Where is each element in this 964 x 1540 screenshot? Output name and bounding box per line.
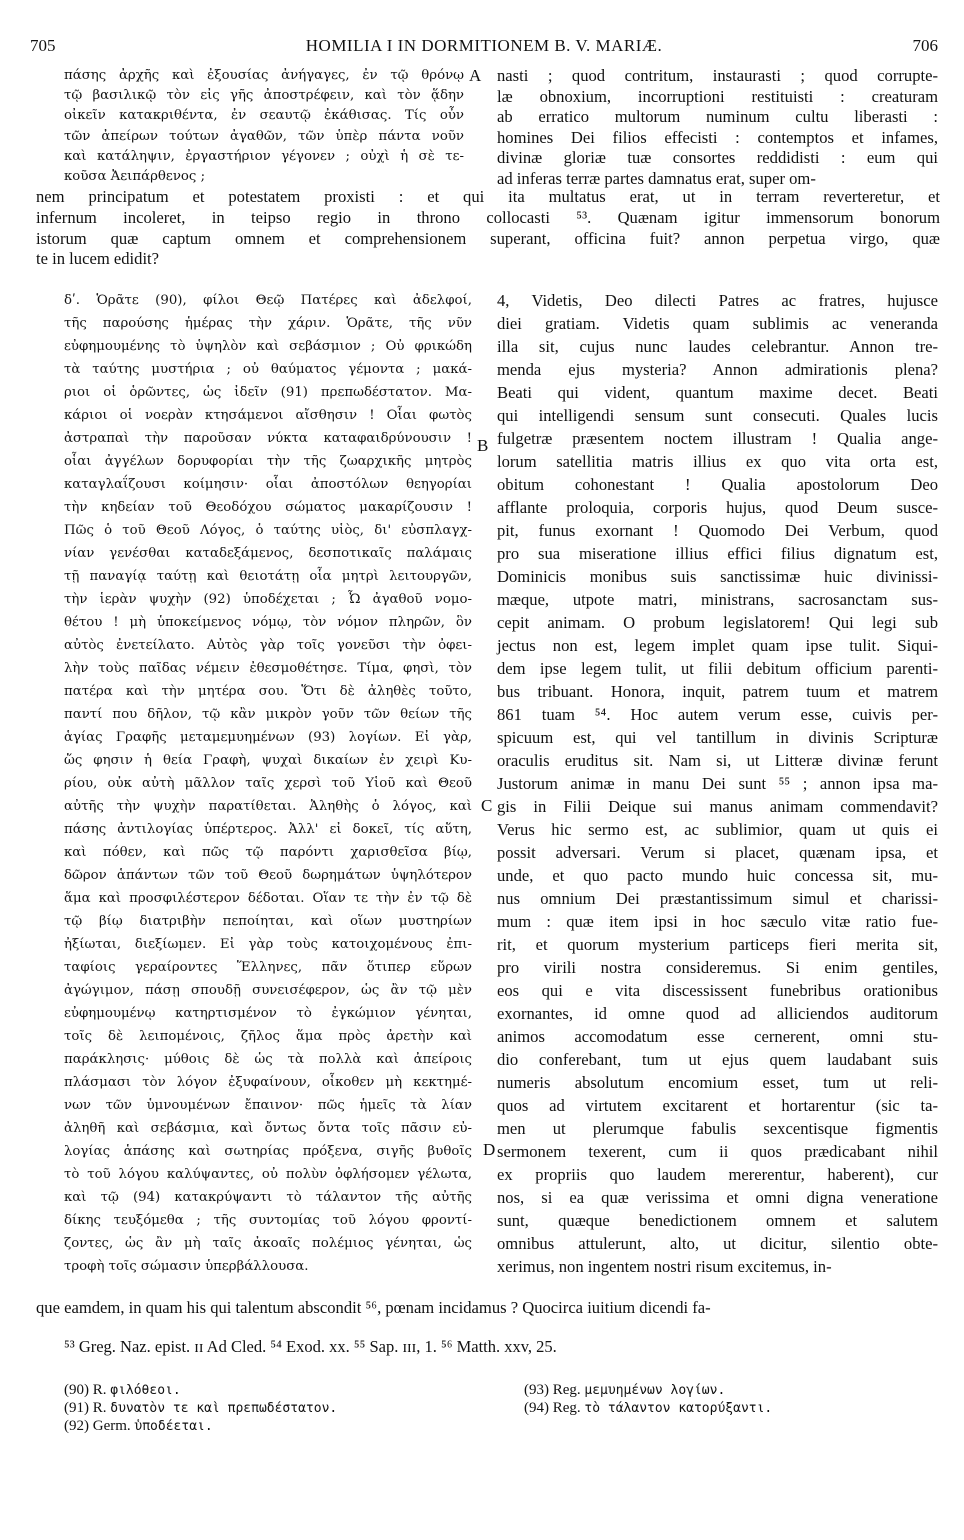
page-number-left: 705 [30,36,56,55]
latin-line: jectus non est, legem implet quam ipse tulit. Siqui- [497,636,938,655]
latin-line: mum : quæ item ipsi in hoc sæculo vitæ ratio fue- [497,912,938,931]
latin-line: sunt, quæque benedictionem omnem et salutem [497,1211,938,1230]
latin-line: sermonem texerent, cum ii quos prædicabant nihil [497,1142,938,1161]
latin-line: spicuum est, qui vel tantillum in divinis Scripturæ [497,728,938,747]
greek-line: τῶν ἀπείρων τούτων ἀγαθῶν, τῶν ὑπὲρ πάντα νοῦν [64,128,464,144]
variant-reading [524,1382,725,1399]
final-line: que eamdem, in quam his qui talentum abscondit ⁵⁶, pœnam incidamus ? Quocirca iuitium dicendi fa- [36,1298,711,1317]
greek-line: νίαν γενέσθαι καταδεξάμενος, δεσποτικαῖς παλάμαις [64,546,472,561]
latin-line: rit, et quorum mysterium particeps fieri merita sit, [497,935,938,954]
latin-line: obitum cohonestant ! Qualia apostolorum Deo [497,475,938,494]
latin-line: Beati qui vident, quantum maxime decet. Beati [497,383,938,402]
latin-line: Justorum animæ in manu Dei sunt ⁵⁵ ; annon ipsa ma- [497,774,938,793]
greek-line: τοῖς δὲ λειπομένοις, ζῆλος ἅμα πρὸς ἀρετὴν καὶ [64,1029,472,1044]
greek-line: αὐτῆς τὴν ψυχὴν παρατίθεται. Ἀληθὴς ὁ λόγος, καὶ [64,799,472,814]
latin-line: animos accomodatum esse cernerent, omni stu- [497,1027,938,1046]
greek-line: τῆς παρούσης ἡμέρας τὴν χάριν. Ὁρᾶτε, τῆς νῦν [64,316,472,331]
latin-line: pit, funus exornant ! Quomodo Dei Verbum, quod [497,521,938,540]
latin-line: oraculis eruditus sit. Nam si, ut Litteræ divinæ ferunt [497,751,938,770]
greek-line: τὴν ἱερὰν ψυχὴν (92) ὑποδέχεται ; Ὦ ἀγαθοῦ νομο- [64,592,472,607]
latin-line: Verus hic sermo est, ac sublimior, quam ut quis ei [497,820,938,839]
greek-line: τροφὴ τοῖς σώμασιν ὑπερβάλλουσα. [64,1259,309,1274]
greek-line: καὶ πόθεν, καὶ πῶς τῷ παρόντι χαρισθεῖσα βίῳ, [64,845,472,860]
margin-marker-a: A [469,66,482,85]
greek-line: κάριοι οἱ νοερὰν κτησάμενοι αἴσθησιν ! Οἷαι φωτὸς [64,408,472,423]
greek-line: τὸ τοῦ λόγου καλύψαντες, οὐ πολὺν ὀφλήσομεν γέλωτα, [64,1167,472,1182]
latin-line: fulgetræ præsentem noctem illustram ! Qualia ange- [497,429,938,448]
latin-line: dio conferebant, tum ut ejus quem laudabant suis [497,1050,938,1069]
latin-line: possit adversari. Verum si placet, quænam ipsa, et [497,843,938,862]
greek-line: καταγλαΐζουσι κοίμησιν· οἷαι ἀποστόλων θεηγορίαι [64,477,472,492]
latin-line: xerimus, non ingentem nostri risum excitemus, in- [497,1257,832,1276]
greek-line: δίκης τευξόμεθα ; τῆς συντομίας τοῦ λόγου φροντί- [64,1213,472,1228]
full-width-line: istorum quæ captum omnem et comprehensionem superant, officina fuit? annon perpetua virgo, quæ [36,228,940,248]
latin-line: læ obnoxium, incorruptioni restituisti : creaturam [497,86,938,106]
greek-line: λογίας ἁπάσης καὶ σωτηρίας πρόξενα, σιγῆς βυθοῖς [64,1144,472,1159]
page-number-right: 706 [912,36,938,55]
latin-line: eos qui e vita discessissent funebribus orationibus [497,981,938,1000]
latin-line: mæque, utpote matri, ministrans, sacrosanctam sus- [497,590,938,609]
latin-line: qui intelligendi sensum sunt consecuti. Quales lucis [497,406,938,425]
latin-line: exornantes, id omne quod ad alliciendos auditorum [497,1004,938,1023]
greek-line: ἁγίας Γραφῆς μεταμεμυημένων (93) λογίων. Εἰ γὰρ, [64,730,472,745]
variant-text: δυνατὸν τε καὶ πρεπωδέστατον. [110,1401,338,1416]
latin-line: dem ipse legem tulit, ut filii debitum officium parenti- [497,659,938,678]
variant-number: (94) Reg. [524,1400,585,1416]
greek-line: ὥς φησιν ἡ θεία Γραφὴ, ψυχαὶ δικαίων ἐν χειρὶ Κυ- [64,753,472,768]
latin-line: men ut plerumque fabulis sexcentisque figmentis [497,1119,938,1138]
latin-line: menda ejus mysteria? Annon admirationis plena? [497,360,938,379]
greek-line: καὶ τῷ (94) κατακρύψαντι τὸ τάλαντον τῆς αὐτῆς [64,1190,472,1205]
variant-number: (90) R. [64,1382,111,1398]
greek-line: λὴν τοὺς παῖδας νέμειν ἐθεσμοθέτησε. Τίμα, φησὶ, τὸν [64,661,472,676]
margin-marker-c: C [481,796,493,815]
greek-line: οἷαι ἀγγέλων δορυφορίαι τὴν τῆς ζωαρχικῆς μητρὸς [64,454,472,469]
running-header [30,36,938,58]
latin-line: nus omnium Dei præstantissimum simul et charissi- [497,889,938,908]
greek-line: Πῶς ὁ τοῦ Θεοῦ Λόγος, ὁ ταύτης υἱὸς, δι' εὐσπλαγχ- [64,523,472,538]
variant-reading [64,1400,337,1417]
greek-line: πάσης ἀντιλογίας ὑπέρτερος. Ἀλλ' εἰ δοκεῖ, τίς αὕτη, [64,822,472,837]
latin-line: 861 tuam ⁵⁴. Hoc autem verum esse, cuivis per- [497,705,938,724]
latin-line: ad inferas terræ partes damnatus erat, super om- [497,169,816,188]
greek-line: παράκλησις· μύθοις δὲ ὡς τὰ πολλὰ καὶ ἀπείροις [64,1052,472,1067]
margin-marker-d: D [483,1140,496,1159]
variant-text: φιλόθεοι. [110,1383,181,1398]
greek-line: εὐφημουμένης τὸ ὑψηλὸν καὶ σεβάσμιον ; Οὐ φρικώδη [64,339,472,354]
latin-line: gis in Filii Deique sui manus animam commendavit? [497,797,938,816]
page-title: HOMILIA I IN DORMITIONEM B. V. MARIÆ. [305,36,663,55]
greek-line: ἀγώγιμον, πάσῃ σπουδῇ συνεισέφερον, ὡς ἂν τῷ μὲν [64,983,472,998]
full-width-line: nem principatum et potestatem proxisti : et qui ita multatus erat, ut in terram reverteretur, et [36,187,940,206]
latin-line: divinæ gloriæ tuæ consortes reddidisti : eum qui [497,148,938,168]
margin-marker-b: B [477,436,489,455]
greek-line: παντί που δῆλον, τῷ κἂν μικρὸν γοῦν τῶν θείων τῆς [64,707,472,722]
variant-number: (92) Germ. [64,1418,135,1434]
greek-line: ἀληθῆ καὶ σεβάσμια, καὶ ὄντως ὄντα τοῖς πᾶσιν εὐ- [64,1121,472,1136]
variant-number: (93) Reg. [524,1382,585,1398]
latin-line: omnibus attulerunt, alto, ut dicitur, silentio obte- [497,1234,938,1253]
latin-line: quos ad virtutem excitarent et hortarentur (sic ta- [497,1096,938,1115]
variant-number: (91) R. [64,1400,111,1416]
latin-line: lorum satellitia matris illius ex quo vita orta est, [497,452,938,471]
latin-line: ab erratico multorum numinum cultu liberasti : [497,107,938,127]
full-width-line: te in lucem edidit? [36,249,160,269]
variant-reading [64,1418,213,1435]
latin-line: homines Dei filios effecisti : contemptos et infames, [497,127,938,147]
greek-line: ταφίοις γεραίροντες Ἕλληνες, πᾶν ὅτιπερ εὕρων [64,960,472,975]
latin-line: Dominicis monibus suis sanctissimæ huic divinissi- [497,567,938,586]
latin-line: illa sit, cujus nunc laudes celebrantur. Annon tre- [497,337,938,356]
variant-reading [524,1400,772,1417]
footnotes: ⁵³ Greg. Naz. epist. ɪɪ Ad Cled. ⁵⁴ Exod. xx. ⁵⁵ Sap. ɪɪɪ, 1. ⁵⁶ Matth. xxv, 25. [64,1337,557,1356]
greek-line: ἅμα καὶ προσφιλέστερον δέδοται. Οἵαν τε τὴν ἐν τῷ δὲ [64,891,472,906]
latin-line: numeris absolutum encomium esset, tum ut reli- [497,1073,938,1092]
latin-line: diei gratiam. Videtis quam sublimis ac veneranda [497,314,938,333]
latin-line: nasti ; quod contritum, instaurasti ; quod corrupte- [497,66,938,85]
greek-line: ἀστραπαὶ τὴν παροῦσαν νύκτα καταφαιδρύνουσιν ! [64,431,472,446]
variant-text: ὑποδέεται. [134,1419,213,1434]
latin-line: pro sua miseratione illius effici filius dignatum est, [497,544,938,563]
greek-line: πάσης ἀρχῆς καὶ ἐξουσίας ἀνήγαγες, ἐν τῷ θρόνῳ [64,68,464,83]
latin-line: ex propriis quo laudem mererentur, haberent), cur [497,1165,938,1184]
greek-line: ἠξίωται, διεξίωμεν. Εἰ γὰρ τοὺς κατοιχομένους ἐπι- [64,937,472,952]
greek-line: θέτου ! μὴ ὑποκείμενος νόμῳ, τὸν νόμον πληρῶν, ὃν [64,615,472,630]
latin-line: 4, Videtis, Deo dilecti Patres ac fratres, hujusce [497,291,938,310]
latin-line: cepit animam. O probum legislatorem! Qui legi sub [497,613,938,632]
greek-line: τῷ βίῳ διατριβὴν πεποίηται, καὶ οἵων μυστηρίων [64,914,472,929]
greek-line: ρίου, οὐκ αὐτὴ μᾶλλον ταῖς χερσὶ τοῦ Υἱοῦ καὶ Θεοῦ [64,776,472,791]
latin-line: unde, et quo pacto mundo huic concessa sit, mu- [497,866,938,885]
variant-reading [64,1382,181,1399]
greek-line: δῶρον ἁπάντων τῶν τοῦ Θεοῦ δωρημάτων ὑψηλότερον [64,868,472,883]
variant-text: μεμυημένων λογίων. [584,1383,726,1398]
greek-line: οἰκεῖν κατακριθέντα, ἐν σεαυτῷ ἐκάθισας. Τίς οὖν [64,108,464,124]
greek-line: κοῦσα Ἀειπάρθενος ; [64,169,206,184]
greek-line: αὐτὸς ἐνετείλατο. Αὐτὸς γὰρ τοῖς γονεῦσι τὴν ὀφει- [64,638,472,653]
greek-line: καὶ κατάληψιν, ἐργαστήριον γέγονεν ; οὐχὶ ἡ σὲ τε- [64,148,464,164]
latin-line: afflante proloquia, corporis hujus, quod Deum susce- [497,498,938,517]
full-width-line: infernum incoleret, in teipso regio in throno collocasti ⁵³. Quænam igitur immensorum bonorum [36,207,940,227]
greek-line: ριοι οἱ ὁρῶντες, ὡς ἰδεῖν (91) πρεπωδέστατον. Μα- [64,385,472,400]
greek-line: τῇ παναγίᾳ ταύτῃ καὶ θειοτάτῃ οἷα μητρὶ λειτουργῶν, [64,569,472,584]
latin-line: bus tribuant. Honora, inquit, patrem tuum et matrem [497,682,938,701]
greek-line: νων τῶν ὑμνουμένων ἔπαινον· πῶς ἡμεῖς τὰ λίαν [64,1098,472,1113]
greek-line: τὴν κηδείαν τοῦ Θεοδόχου σώματος μακαρίζουσιν ! [64,500,472,515]
greek-line: δʹ. Ὁρᾶτε (90), φίλοι Θεῷ Πατέρες καὶ ἀδελφοί, [64,293,472,308]
greek-line: τὰ ταύτης μυστήρια ; οὐ θαύματος γέμοντα ; μακά- [64,362,472,377]
latin-line: pro virili nostra consideremus. Si enim gentiles, [497,958,938,977]
latin-line: nos, si ea quæ verissima et omni digna veneratione [497,1188,938,1207]
greek-line: τῷ βασιλικῷ τὸν εἰς γῆς ἀποστρέφειν, καὶ τὸν ᾅδην [64,88,464,104]
greek-line: πατέρα καὶ τὴν μητέρα σου. Ὅτι δὲ ἀληθὲς τοῦτο, [64,684,472,699]
variant-text: τὸ τάλαντον κατορύξαντι. [584,1401,773,1416]
greek-line: ζοντες, ὡς ἂν μὴ ταῖς ἀκοαῖς πολέμιος γένηται, ὡς [64,1236,472,1251]
greek-line: εὐφημουμένῳ κατηρτισμένον τὸ ἐγκώμιον γένηται, [64,1006,472,1021]
greek-line: πλάσμασι τὸν λόγον ἐξυφαίνουν, οἷκοθεν μὴ κεκτημέ- [64,1075,472,1090]
